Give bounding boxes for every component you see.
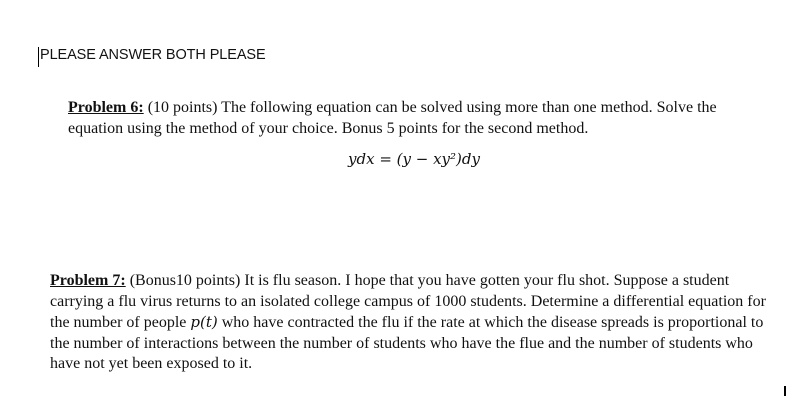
problem-6-points: (10 points) — [143, 99, 218, 116]
problem-7 — [50, 271, 774, 375]
problem-6-text: The following equation can be solved using more than one method. Solve the equation using the method of your choice. Bonus 5 points for the second method. — [68, 99, 717, 137]
edge-mark — [784, 386, 786, 396]
problem-6-equation: ydx = (y − xy²)dy — [348, 150, 480, 168]
problem-7-label: Problem 7: — [50, 272, 126, 289]
problem-7-text-b: who have contracted the flu if the rate at which the disease spreads is proportional to the number of interactions between the number of students who have the flue and the number of students who have not yet been exposed to it. — [50, 314, 764, 372]
problem-7-text-a: (Bonus10 points) It is flu season. I hope that you have gotten your flu shot. Suppose a student carrying a flu virus returns to an isolated college campus of 1000 students. Determine a differential equation for the number of people — [50, 272, 766, 331]
text-cursor — [38, 47, 39, 67]
problem-6-label: Problem 6: — [68, 99, 144, 116]
page-heading: PLEASE ANSWER BOTH PLEASE — [40, 47, 266, 63]
problem-7-math: p(t) — [190, 313, 218, 331]
problem-6 — [68, 98, 748, 139]
